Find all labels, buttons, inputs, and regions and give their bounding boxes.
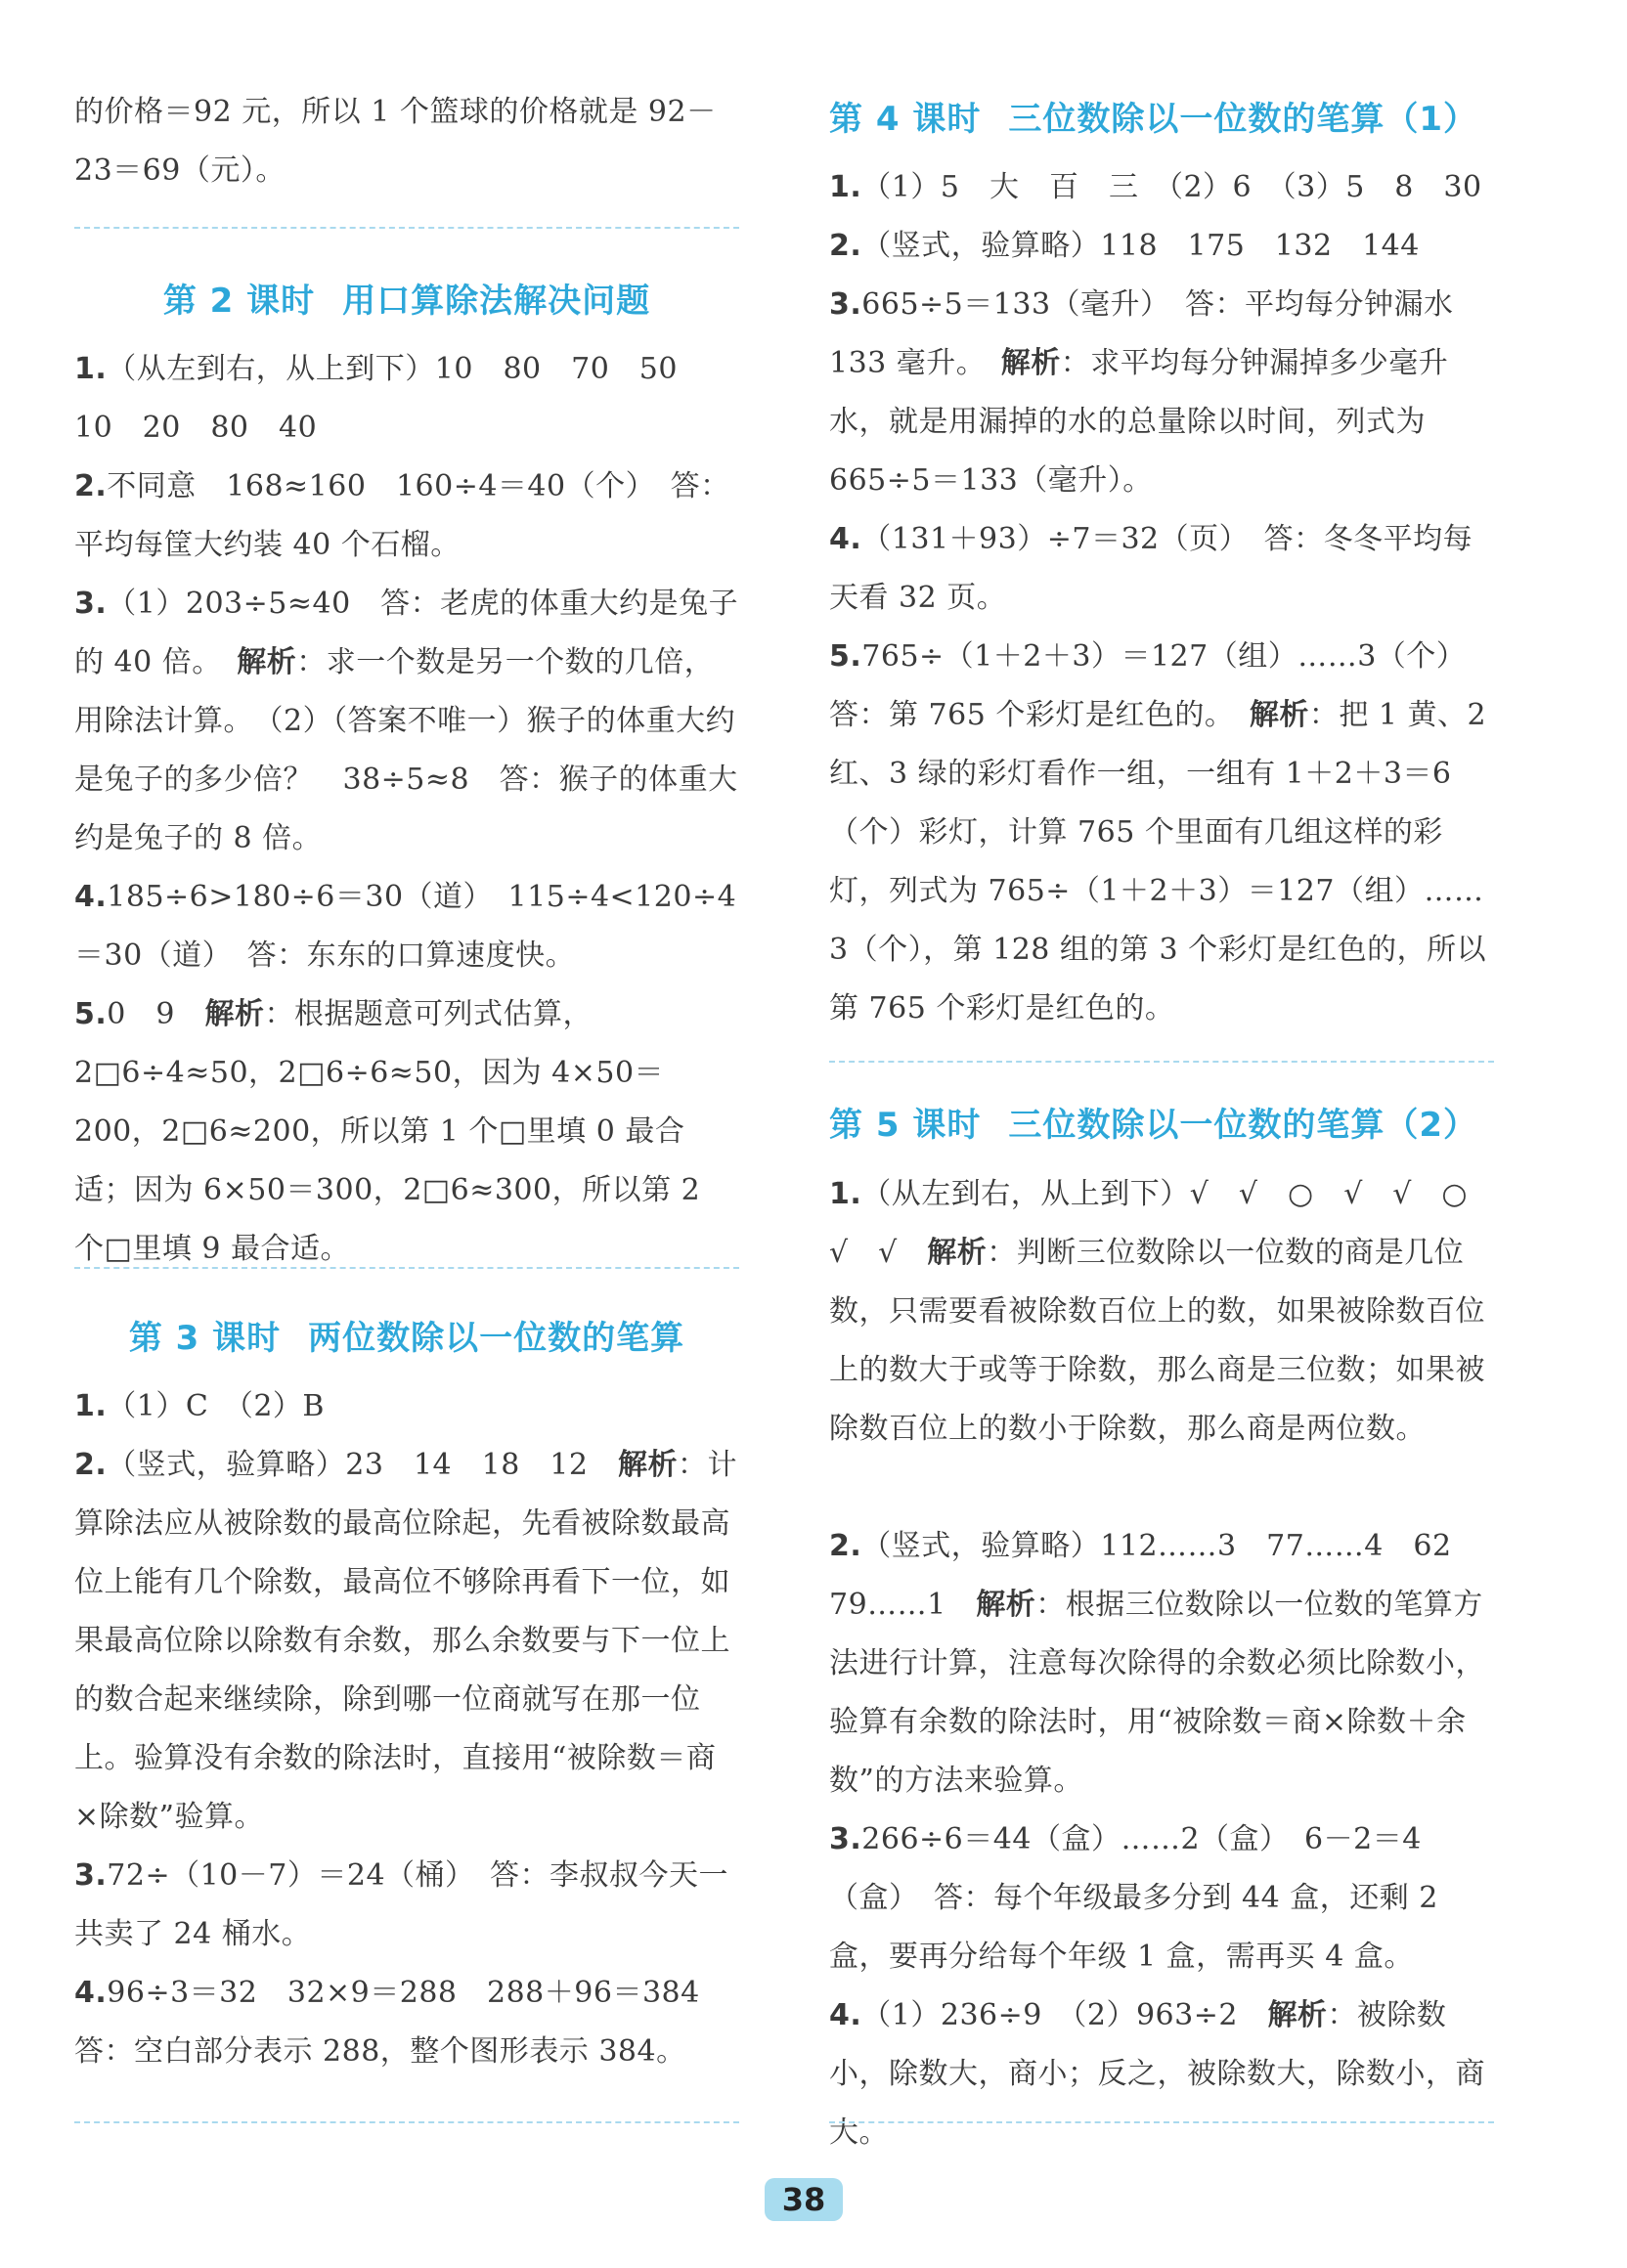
lesson5-heading: 第 5 课时 三位数除以一位数的笔算（2） (829, 1106, 1477, 1145)
divider (74, 1267, 739, 1269)
lesson2-answer-4: 4.185÷6>180÷6＝30（道） 115÷4<120÷4＝30（道） 答：东东的口算速度快。 (74, 880, 737, 973)
divider (829, 1061, 1494, 1063)
lesson2-answer-3: 3.（1）203÷5≈40 答：老虎的体重大约是兔子的 40 倍。 解析：求一个数是另一个数的几倍，用除法计算。 （2）（答案不唯一）猴子的体重大约是兔子的多少倍？ 38÷5≈8 答：猴子的体重大约是兔子的 8 倍。 (74, 587, 739, 855)
divider (74, 227, 739, 229)
lesson3-heading: 第 3 课时 两位数除以一位数的笔算 (128, 1319, 685, 1358)
divider (74, 2121, 739, 2123)
lesson2-heading: 第 2 课时 用口算除法解决问题 (162, 282, 651, 321)
lesson4-answer-4: 4.（131＋93）÷7＝32（页） 答：冬冬平均每天看 32 页。 (829, 522, 1473, 615)
lesson4-answer-5: 5.765÷（1＋2＋3）＝127（组）……3（个） 答：第 765 个彩灯是红色的。 解析：把 1 黄、2 红、3 绿的彩灯看作一组，一组有 1＋2＋3＝6（个）彩灯，计算 765 个里面有几组这样的彩灯，列式为 765÷（1＋2＋3）＝127（组）……3（个），第 128 组的第 3 个彩灯是红色的，所以第 765 个彩灯是红色的。 (829, 639, 1487, 1025)
divider (829, 2121, 1494, 2123)
lesson2-answer-1: 1.（从左到右，从上到下）10 80 70 50 10 20 80 40 (74, 352, 708, 445)
lesson2-answer-5: 5.0 9 解析：根据题意可列式估算，2□6÷4≈50，2□6÷6≈50，因为 4×50＝200，2□6≈200，所以第 1 个□里填 0 最合适；因为 6×50＝300，2□6≈300，所以第 2 个□里填 9 最合适。 (74, 997, 701, 1266)
page-number: 38 (765, 2178, 843, 2221)
lesson5-answer-3: 3.266÷6＝44（盒）……2（盒） 6－2＝4（盒） 答：每个年级最多分到 44 盒，还剩 2 盒，要再分给每个年级 1 盒，需再买 4 盒。 (829, 1822, 1438, 1974)
lesson3-answer-1: 1.（1）C （2）B (74, 1389, 325, 1423)
lesson4-answer-2: 2.（竖式，验算略）118 175 132 144 (829, 229, 1420, 263)
lesson4-heading: 第 4 课时 三位数除以一位数的笔算（1） (829, 100, 1477, 139)
lesson5-answer-2: 2.（竖式，验算略）112……3 77……4 62 79……1 解析：根据三位数除以一位数的笔算方法进行计算，注意每次除得的余数必须比除数小，验算有余数的除法时，用“被除数＝商×除数＋余数”的方法来验算。 (829, 1529, 1485, 1798)
lesson4-answer-3: 3.665÷5＝133（毫升） 答：平均每分钟漏水 133 毫升。 解析：求平均每分钟漏掉多少毫升水，就是用漏掉的水的总量除以时间，列式为 665÷5＝133（毫升）。 (829, 287, 1454, 498)
lesson5-answer-4: 4.（1）236÷9 （2）963÷2 解析：被除数小，除数大，商小；反之，被除数大，除数小，商大。 (829, 1998, 1485, 2150)
lesson4-answer-1: 1.（1）5 大 百 三 （2）6 （3）5 8 30 (829, 170, 1482, 204)
carryover-paragraph: 的价格＝92 元，所以 1 个篮球的价格就是 92－23＝69（元）。 (74, 95, 717, 188)
lesson3-answer-4: 4.96÷3＝32 32×9＝288 288＋96＝384 答：空白部分表示 288，整个图形表示 384。 (74, 1976, 730, 2069)
lesson5-answer-1: 1.（从左到右，从上到下）√ √ ○ √ √ ○ √ √ 解析：判断三位数除以一位数的商是几位数，只需要看被除数百位上的数，如果被除数百位上的数大于或等于除数，那么商是三位数；如果被除数百位上的数小于除数，那么商是两位数。 (829, 1177, 1498, 1446)
lesson3-answer-3: 3.72÷（10－7）＝24（桶） 答：李叔叔今天一共卖了 24 桶水。 (74, 1858, 729, 1951)
lesson3-answer-2: 2.（竖式，验算略）23 14 18 12 解析：计算除法应从被除数的最高位除起，先看被除数最高位上能有几个除数，最高位不够除再看下一位，如果最高位除以除数有余数，那么余数要与下一位上的数合起来继续除，除到哪一位商就写在那一位上。验算没有余数的除法时，直接用“被除数＝商×除数”验算。 (74, 1448, 737, 1834)
lesson2-answer-2: 2.不同意 168≈160 160÷4＝40（个） 答：平均每筐大约装 40 个石榴。 (74, 469, 730, 562)
